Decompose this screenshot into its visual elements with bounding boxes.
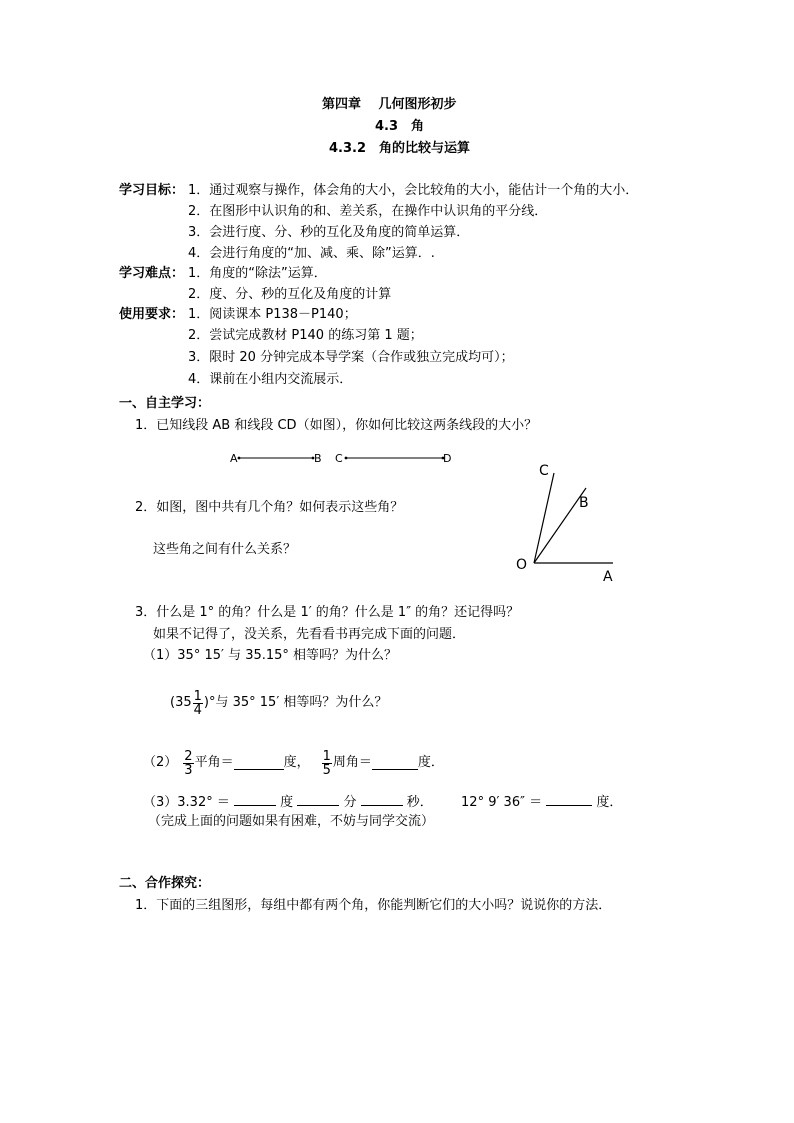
part2-title: 二、合作探究：	[119, 876, 211, 891]
section-title: 4.3 角	[375, 119, 425, 134]
q3-2-straight-angle-label: 平角＝	[194, 755, 234, 771]
q3-1b-suffix: )°与 35° 15′ 相等吗？为什么？	[203, 695, 388, 711]
fraction-two-thirds	[183, 750, 193, 777]
point-label-a: A	[230, 452, 238, 465]
fraction-numerator: 1	[322, 749, 331, 764]
fraction-one-quarter	[193, 690, 203, 717]
point-c	[345, 457, 348, 460]
objective-item: 3．会进行度、分、秒的互化及角度的简单运算．	[188, 225, 470, 240]
objective-item: 2．在图形中认识角的和、差关系，在操作中认识角的平分线．	[188, 204, 548, 219]
question-3-1b	[170, 690, 387, 717]
q3-2-full-angle-label: 周角＝	[332, 755, 372, 771]
question-2-sub: 这些角之间有什么关系？	[153, 542, 297, 557]
fraction-denominator: 5	[322, 763, 331, 778]
vertex-label-o: O	[516, 557, 528, 573]
part1-title: 一、自主学习：	[119, 396, 211, 411]
difficulties-label: 学习难点：	[119, 266, 185, 281]
q3-3-end: 度．	[596, 795, 623, 810]
point-label-b: B	[314, 452, 322, 465]
fraction-numerator: 2	[184, 749, 193, 764]
question-3: 3．什么是 1° 的角？什么是 1′ 的角？什么是 1″ 的角？还记得吗？	[135, 605, 520, 620]
answer-blank[interactable]	[297, 793, 339, 806]
q3-3-degree: 度	[280, 795, 294, 810]
point-label-c: C	[335, 452, 343, 465]
part2-question-1: 1．下面的三组图形，每组中都有两个角，你能判断它们的大小吗？说说你的方法．	[135, 898, 612, 913]
fraction-numerator: 1	[193, 689, 202, 704]
answer-blank[interactable]	[372, 757, 418, 770]
point-label-d: D	[443, 452, 452, 465]
objective-item: 1．通过观察与操作，体会角的大小，会比较角的大小，能估计一个角的大小．	[188, 183, 639, 198]
answer-blank[interactable]	[234, 757, 284, 770]
fraction-denominator: 3	[184, 763, 193, 778]
requirement-item: 1．阅读课本 P138－P140；	[188, 307, 357, 322]
q3-2-end: 度．	[417, 755, 444, 771]
chapter-title: 第四章 几何图形初步	[322, 97, 457, 112]
q3-3-prefix: （3）3.32° ＝	[143, 795, 230, 810]
question-2: 2．如图，图中共有几个角？如何表示这些角？	[135, 500, 404, 515]
angle-label-c: C	[539, 463, 549, 479]
segments-figure	[225, 448, 455, 468]
fraction-one-fifth	[322, 750, 332, 777]
requirements-label: 使用要求：	[119, 307, 185, 322]
subsection-title: 4.3.2 角的比较与运算	[329, 141, 471, 156]
requirement-item: 4．课前在小组内交流展示．	[188, 372, 353, 387]
answer-blank[interactable]	[234, 793, 276, 806]
question-3-note2: （完成上面的问题如果有困难，不妨与同学交流）	[148, 814, 435, 829]
objectives-label: 学习目标：	[119, 183, 185, 198]
q3-3-second: 秒．	[406, 795, 433, 810]
angle-label-b: B	[579, 495, 589, 511]
requirement-item: 3．限时 20 分钟完成本导学案（合作或独立完成均可）；	[188, 350, 514, 365]
objective-item: 4．会进行角度的“加、减、乘、除”运算．.	[188, 246, 435, 261]
difficulty-item: 1．角度的“除法”运算．	[188, 266, 327, 281]
question-3-note: 如果不记得了，没关系，先看看书再完成下面的问题．	[153, 627, 466, 642]
q3-1b-prefix: (35	[170, 695, 192, 711]
requirement-item: 2．尝试完成教材 P140 的练习第 1 题；	[188, 328, 423, 343]
fraction-denominator: 4	[193, 703, 202, 718]
q3-2-prefix: （2）	[143, 755, 178, 771]
answer-blank[interactable]	[361, 793, 403, 806]
question-3-3	[143, 793, 622, 812]
angle-label-a: A	[603, 569, 613, 585]
question-3-1: （1）35° 15′ 与 35.15° 相等吗？为什么？	[143, 648, 398, 663]
difficulty-item: 2．度、分、秒的互化及角度的计算	[188, 287, 392, 302]
q3-3-second-expr: 12° 9′ 36″ ＝	[461, 795, 543, 810]
angle-figure	[508, 455, 628, 585]
question-1: 1．已知线段 AB 和线段 CD（如图），你如何比较这两条线段的大小？	[135, 418, 538, 433]
q3-2-degree-label: 度，	[283, 755, 310, 771]
q3-3-minute: 分	[343, 795, 357, 810]
question-3-2	[143, 750, 444, 777]
point-a	[238, 457, 241, 460]
answer-blank[interactable]	[546, 793, 592, 806]
